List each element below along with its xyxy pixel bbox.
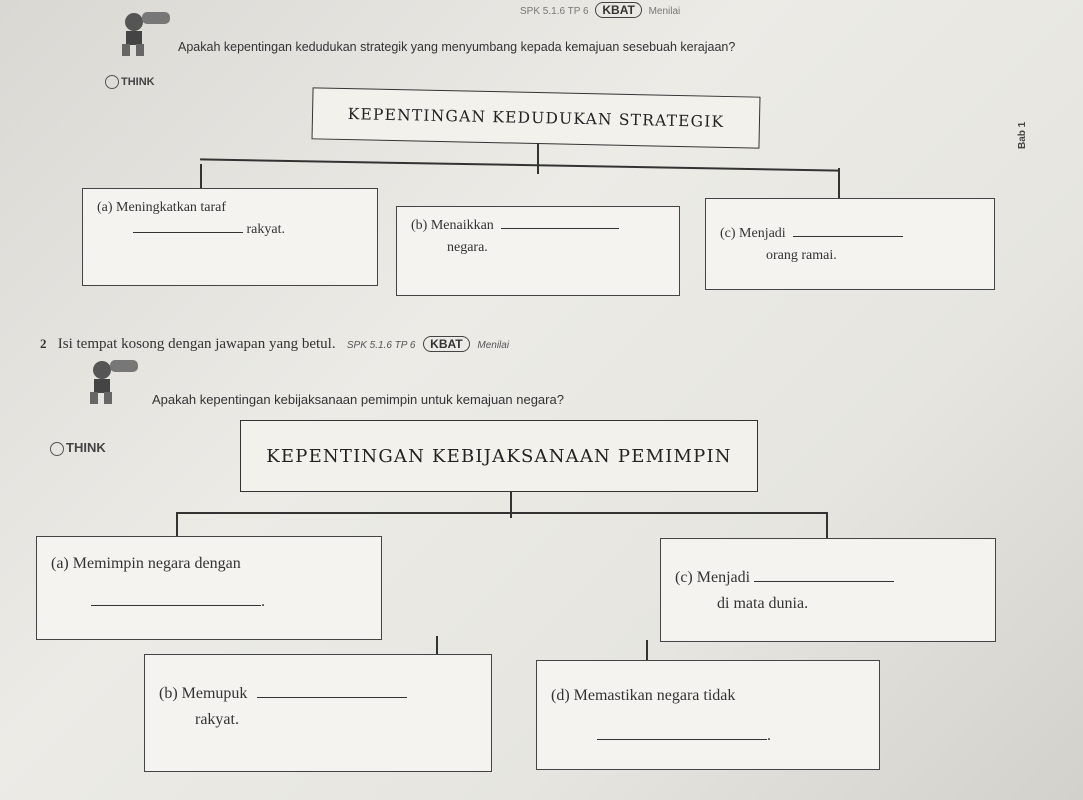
connector-line — [436, 636, 438, 656]
blank-field[interactable] — [133, 221, 243, 233]
connector-line — [176, 512, 828, 514]
box-a: (a) Memimpin negara dengan . — [36, 536, 382, 640]
connector-line — [537, 144, 539, 174]
connector-line — [646, 640, 648, 662]
spk-tag: SPK 5.1.6 TP 6 — [346, 340, 416, 351]
connector-line — [838, 168, 840, 200]
box-b-line2: negara. — [447, 240, 488, 256]
spk-tag: SPK 5.1.6 TP 6 — [520, 6, 589, 17]
tag-suffix: Menilai — [477, 340, 510, 351]
question-number: 2 — [40, 336, 47, 351]
mentor-icon — [112, 8, 172, 62]
box-a — [82, 188, 378, 286]
box-d: (d) Memastikan negara tidak . — [536, 660, 880, 770]
box-b — [396, 206, 680, 296]
diagram-title — [240, 420, 758, 492]
blank-field[interactable] — [91, 594, 261, 606]
box-c-line2: orang ramai. — [766, 248, 837, 264]
connector-line — [200, 158, 840, 171]
box-d-line1: (d) Memastikan negara tidak — [551, 687, 736, 704]
mentor-icon — [80, 356, 140, 410]
header-tags — [520, 2, 680, 18]
bulb-icon — [105, 75, 119, 89]
diagram-title-text: KEPENTINGAN KEDUDUKAN STRATEGIK — [347, 105, 725, 131]
kbat-badge: KBAT — [595, 2, 641, 18]
box-c-line2: di mata dunia. — [717, 594, 809, 612]
think-logo: THINK — [105, 75, 155, 89]
box-b — [144, 654, 492, 772]
connector-line — [176, 512, 178, 538]
diagram-title-text: KEPENTINGAN KEBIJAKSANAAN PEMIMPIN — [266, 445, 732, 467]
connector-line — [510, 492, 512, 518]
blank-field[interactable] — [754, 570, 894, 582]
box-a-line2: rakyat. — [246, 222, 285, 238]
box-c — [705, 198, 995, 290]
kbat-badge: KBAT — [423, 336, 469, 352]
box-c — [660, 538, 996, 642]
question-text: Apakah kepentingan kedudukan strategik yang menyumbang kepada kemajuan sesebuah kerajaan? — [178, 40, 736, 54]
box-b-line1: (b) Menaikkan — [411, 218, 494, 233]
instruction-text: Isi tempat kosong dengan jawapan yang betul. — [57, 336, 336, 352]
instruction-line — [40, 336, 509, 353]
box-c-line1: (c) Menjadi — [720, 226, 786, 241]
tag-suffix: Menilai — [648, 6, 681, 17]
bulb-icon — [50, 442, 64, 456]
box-c-line1: (c) Menjadi — [675, 569, 751, 586]
blank-field[interactable] — [257, 686, 407, 698]
blank-field[interactable] — [793, 225, 903, 237]
question-text: Apakah kepentingan kebijaksanaan pemimpin untuk kemajuan negara? — [152, 392, 564, 407]
box-b-line2: rakyat. — [195, 710, 239, 728]
box-b-line1: (b) Memupuk — [159, 685, 248, 702]
blank-field[interactable] — [597, 728, 767, 740]
box-a-line1: (a) Memimpin negara dengan — [51, 555, 241, 572]
blank-field[interactable] — [501, 217, 619, 229]
chapter-side-tab: Bab 1 — [1017, 121, 1028, 149]
connector-line — [826, 512, 828, 540]
box-a-line1: (a) Meningkatkan taraf — [97, 200, 227, 215]
diagram-title — [312, 87, 761, 148]
think-logo: THINK — [50, 440, 106, 456]
